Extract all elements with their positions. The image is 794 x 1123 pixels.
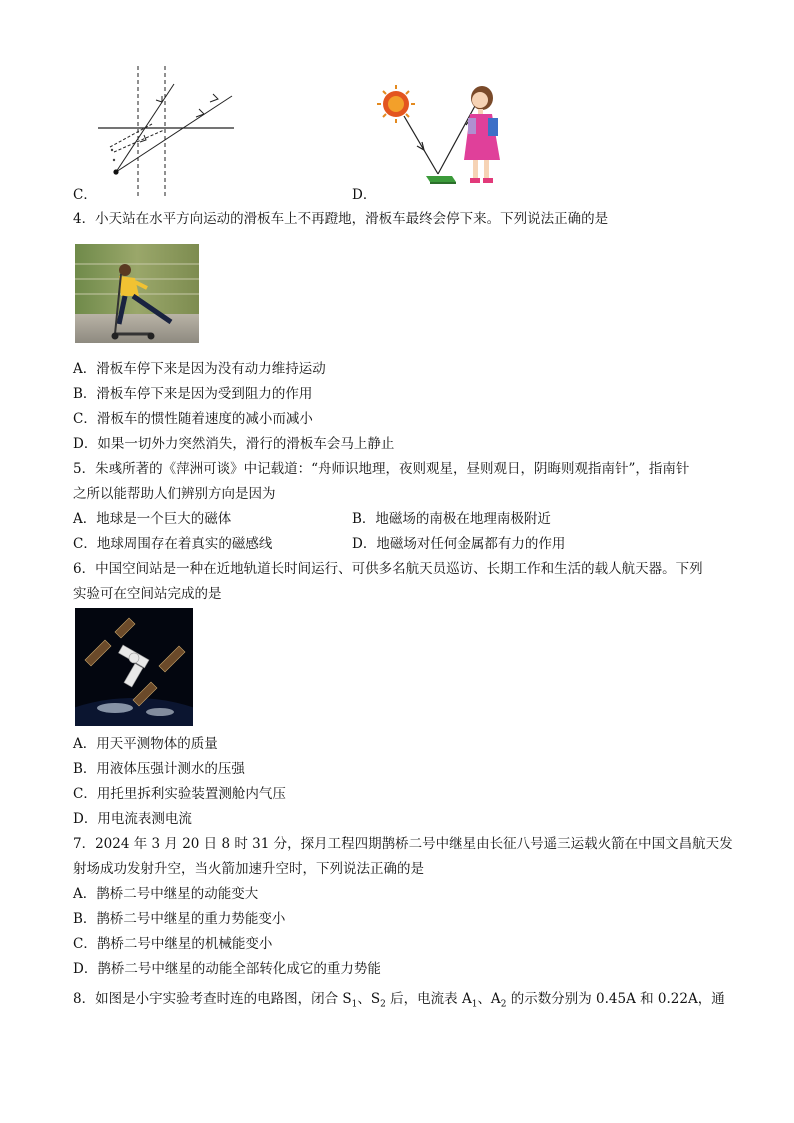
- q5-option-b: B．地磁场的南极在地理南极附近: [352, 511, 551, 527]
- q4-option-a: A．滑板车停下来是因为没有动力维持运动: [73, 361, 326, 377]
- q6-stem-line1: 6．中国空间站是一种在近地轨道长时间运行、可供多名航天员巡访、长期工作和生活的载人航天器。下列: [73, 561, 703, 577]
- q8-sub-a2: 2: [500, 999, 507, 1010]
- q3-option-c-label: C．: [73, 187, 97, 203]
- q5-option-c: C．地球周围存在着真实的磁感线: [73, 536, 273, 552]
- q5-option-d: D．地磁场对任何金属都有力的作用: [352, 536, 566, 552]
- q8-stem-part-e: 的示数分别为 0.45A 和 0.22A，通: [506, 991, 725, 1007]
- q6-option-d: D．用电流表测电流: [73, 811, 192, 827]
- q4-option-b: B．滑板车停下来是因为受到阻力的作用: [73, 386, 313, 402]
- q7-option-c: C．鹊桥二号中继星的机械能变小: [73, 936, 273, 952]
- q6-option-c: C．用托里拆利实验装置测舱内气压: [73, 786, 286, 802]
- q4-option-c: C．滑板车的惯性随着速度的减小而减小: [73, 411, 313, 427]
- q4-scooter-photo: [75, 244, 199, 343]
- q7-option-d: D．鹊桥二号中继星的动能全部转化成它的重力势能: [73, 961, 381, 977]
- sun-icon: [377, 85, 415, 123]
- q6-option-b: B．用液体压强计测水的压强: [73, 761, 245, 777]
- q8-sub-a1: 1: [471, 999, 478, 1010]
- q7-option-a: A．鹊桥二号中继星的动能变大: [73, 886, 259, 902]
- q7-option-b: B．鹊桥二号中继星的重力势能变小: [73, 911, 286, 927]
- q4-option-d: D．如果一切外力突然消失，滑行的滑板车会马上静止: [73, 436, 395, 452]
- q3-option-c-ray-diagram: [92, 62, 242, 197]
- q8-stem-part-d: 、A: [477, 991, 501, 1007]
- q6-space-station-photo: [75, 608, 193, 726]
- girl-figure: [464, 86, 500, 183]
- q7-stem-line2: 射场成功发射升空，当火箭加速升空时，下列说法正确的是: [73, 861, 424, 877]
- q5-stem-line2: 之所以能帮助人们辨别方向是因为: [73, 486, 276, 502]
- q5-stem-line1: 5．朱彧所著的《萍洲可谈》中记载道：“舟师识地理，夜则观星，昼则观日，阴晦则观指南针”，指南针: [73, 461, 690, 477]
- q8-stem-part-c: 后，电流表 A: [385, 991, 472, 1007]
- q3-option-d-label: D．: [352, 187, 377, 203]
- q4-stem: 4．小天站在水平方向运动的滑板车上不再蹬地，滑板车最终会停下来。下列说法正确的是: [73, 211, 609, 227]
- q7-stem-line1: 7．2024 年 3 月 20 日 8 时 31 分，探月工程四期鹊桥二号中继星由长征八号遥三运载火箭在中国文昌航天发: [73, 836, 733, 852]
- q8-stem-part-b: 、S: [357, 991, 381, 1007]
- q8-stem-part-a: 8．如图是小宇实验考查时连的电路图，闭合 S: [73, 991, 352, 1007]
- q3-option-d-reflection-figure: [372, 82, 522, 192]
- q8-sub-s2: 2: [380, 999, 386, 1010]
- q6-stem-line2: 实验可在空间站完成的是: [73, 586, 222, 602]
- q8-sub-s1: 1: [351, 999, 358, 1010]
- q8-stem: [73, 990, 725, 1014]
- q5-option-a: A．地球是一个巨大的磁体: [73, 511, 232, 527]
- q6-option-a: A．用天平测物体的质量: [73, 736, 218, 752]
